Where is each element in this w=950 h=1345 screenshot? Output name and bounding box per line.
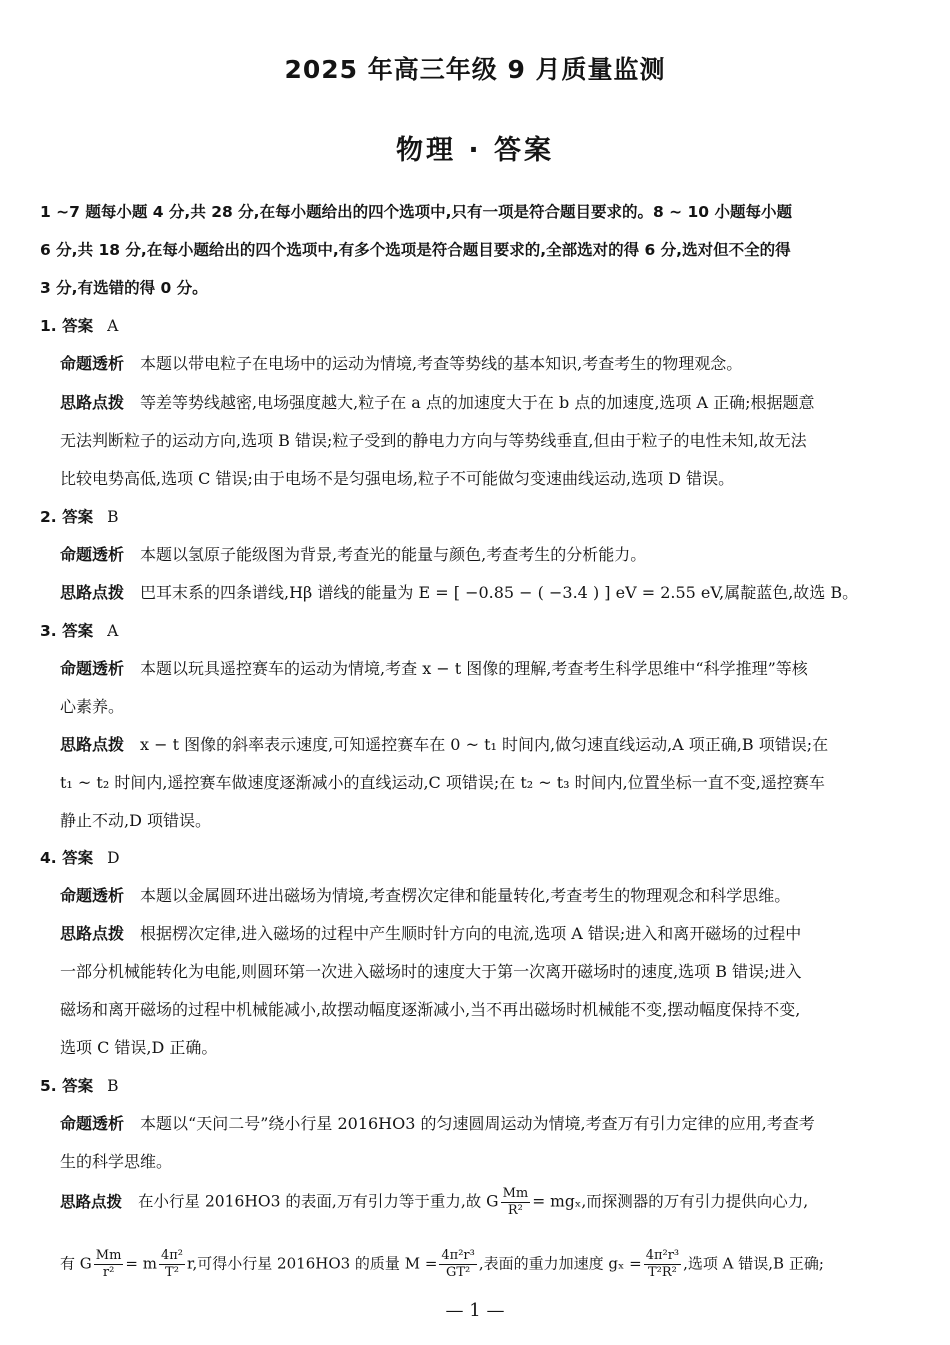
fraction-denominator: T² — [165, 1265, 179, 1280]
intro-line: 6 分,共 18 分,在每小题给出的四个选项中,有多个选项是符合题目要求的,全部选对的得 6 分,选对但不全的得 — [40, 241, 791, 259]
intro-line: 1 ~7 题每小题 4 分,共 28 分,在每小题给出的四个选项中,只有一项是符合题目要求的。8 ~ 10 小题每小题 — [40, 203, 792, 221]
analysis-label: 命题透析 — [60, 886, 125, 905]
analysis-label: 命题透析 — [60, 354, 125, 373]
hint-text: 巴耳末系的四条谱线,Hβ 谱线的能量为 E = [ −0.85 − ( −3.4 ) ] eV = 2.55 eV,属靛蓝色,故选 B。 — [140, 583, 859, 602]
hint-line: 静止不动,D 项错误。 — [60, 811, 212, 830]
hint-line: t₁ ~ t₂ 时间内,遥控赛车做速度逐渐减小的直线运动,C 项错误;在 t₂ ~ t₃ 时间内,位置坐标一直不变,遥控赛车 — [60, 773, 825, 792]
exam-title: 2025 年高三年级 9 月质量监测 — [284, 55, 666, 84]
fraction-numerator: Mm — [502, 1186, 529, 1201]
hint-math-line — [60, 1186, 808, 1219]
analysis-text: 本题以氢原子能级图为背景,考查光的能量与颜色,考查考生的分析能力。 — [140, 545, 647, 564]
hint-text: 有 G — [60, 1254, 92, 1273]
fraction — [94, 1248, 124, 1281]
hint-line — [60, 922, 920, 946]
hint-text: 等差等势线越密,电场强度越大,粒子在 a 点的加速度大于在 b 点的加速度,选项 A 正确;根据题意 — [140, 393, 815, 412]
analysis-line: 心素养。 — [60, 697, 125, 716]
question-3-head — [40, 619, 920, 643]
hint-line: 比较电势高低,选项 C 错误;由于电场不是匀强电场,粒子不可能做匀变速曲线运动,选项 D 错误。 — [60, 469, 735, 488]
question-label: 2. 答案 — [40, 508, 94, 526]
hint-text: x − t 图像的斜率表示速度,可知遥控赛车在 0 ~ t₁ 时间内,做匀速直线运动,A 项正确,B 项错误;在 — [140, 735, 829, 754]
hint-text: r,可得小行星 2016HO3 的质量 M = — [187, 1254, 438, 1273]
fraction-numerator: 4π²r³ — [441, 1248, 475, 1263]
analysis-line: 生的科学思维。 — [60, 1152, 173, 1171]
hint-line: 磁场和离开磁场的过程中机械能减小,故摆动幅度逐渐减小,当不再出磁场时机械能不变,摆动幅度保持不变, — [60, 1000, 801, 1019]
fraction-numerator: Mm — [95, 1248, 122, 1263]
hint-line — [60, 581, 920, 605]
question-5-head — [40, 1074, 920, 1098]
question-label: 4. 答案 — [40, 849, 94, 867]
analysis-text: 本题以带电粒子在电场中的运动为情境,考查等势线的基本知识,考查考生的物理观念。 — [140, 354, 743, 373]
hint-label: 思路点拨 — [60, 583, 125, 602]
hint-label: 思路点拨 — [60, 735, 125, 754]
fraction — [159, 1248, 185, 1281]
analysis-line — [60, 884, 920, 908]
fraction — [501, 1186, 531, 1219]
hint-label: 思路点拨 — [60, 393, 125, 412]
hint-text: ,选项 A 错误,B 正确; — [683, 1254, 824, 1273]
hint-math-line — [60, 1248, 824, 1281]
fraction-denominator: r² — [102, 1265, 115, 1280]
analysis-text: 本题以玩具遥控赛车的运动为情境,考查 x − t 图像的理解,考查考生科学思维中“科学推理”等核 — [140, 659, 808, 678]
fraction-denominator: T²R² — [647, 1265, 677, 1280]
answer-option: D — [107, 849, 120, 867]
analysis-text: 本题以金属圆环进出磁场为情境,考查楞次定律和能量转化,考查考生的物理观念和科学思维。 — [140, 886, 791, 905]
hint-line — [60, 733, 920, 757]
answer-option: B — [107, 1077, 119, 1095]
page-number: — 1 — — [445, 1300, 505, 1321]
hint-line: 选项 C 错误,D 正确。 — [60, 1038, 218, 1057]
hint-text: ,表面的重力加速度 gₓ = — [478, 1254, 642, 1273]
fraction — [644, 1248, 681, 1281]
hint-text: = m — [125, 1254, 157, 1273]
question-4-head — [40, 846, 920, 870]
hint-line: 无法判断粒子的运动方向,选项 B 错误;粒子受到的静电力方向与等势线垂直,但由于粒子的电性未知,故无法 — [60, 431, 807, 450]
hint-label: 思路点拨 — [60, 924, 125, 943]
analysis-line — [60, 543, 920, 567]
intro-line: 3 分,有选错的得 0 分。 — [40, 279, 208, 297]
hint-label: 思路点拨 — [60, 1192, 123, 1211]
analysis-line — [60, 352, 920, 376]
hint-line — [60, 391, 920, 415]
subject-title: 物理 · 答案 — [395, 135, 555, 166]
analysis-text: 本题以“天问二号”绕小行星 2016HO3 的匀速圆周运动为情境,考查万有引力定律的应用,考查考 — [140, 1114, 815, 1133]
fraction — [439, 1248, 476, 1281]
analysis-label: 命题透析 — [60, 1114, 125, 1133]
analysis-line — [60, 657, 920, 681]
answer-option: A — [107, 622, 119, 640]
fraction-denominator: GT² — [445, 1265, 471, 1280]
answer-option: A — [107, 317, 119, 335]
fraction-numerator: 4π² — [160, 1248, 183, 1263]
analysis-label: 命题透析 — [60, 659, 125, 678]
hint-text: 在小行星 2016HO3 的表面,万有引力等于重力,故 G — [138, 1192, 499, 1211]
question-label: 1. 答案 — [40, 317, 94, 335]
question-2-head — [40, 505, 920, 529]
fraction-numerator: 4π²r³ — [645, 1248, 680, 1263]
hint-text: = mgₓ,而探测器的万有引力提供向心力, — [532, 1192, 809, 1211]
answer-option: B — [107, 508, 119, 526]
hint-text: 根据楞次定律,进入磁场的过程中产生顺时针方向的电流,选项 A 错误;进入和离开磁场的过程中 — [140, 924, 802, 943]
analysis-line — [60, 1112, 920, 1136]
question-1-head — [40, 314, 920, 338]
analysis-label: 命题透析 — [60, 545, 125, 564]
fraction-denominator: R² — [507, 1203, 523, 1218]
hint-line: 一部分机械能转化为电能,则圆环第一次进入磁场时的速度大于第一次离开磁场时的速度,选项 B 错误;进入 — [60, 962, 802, 981]
question-label: 3. 答案 — [40, 622, 94, 640]
question-label: 5. 答案 — [40, 1077, 94, 1095]
